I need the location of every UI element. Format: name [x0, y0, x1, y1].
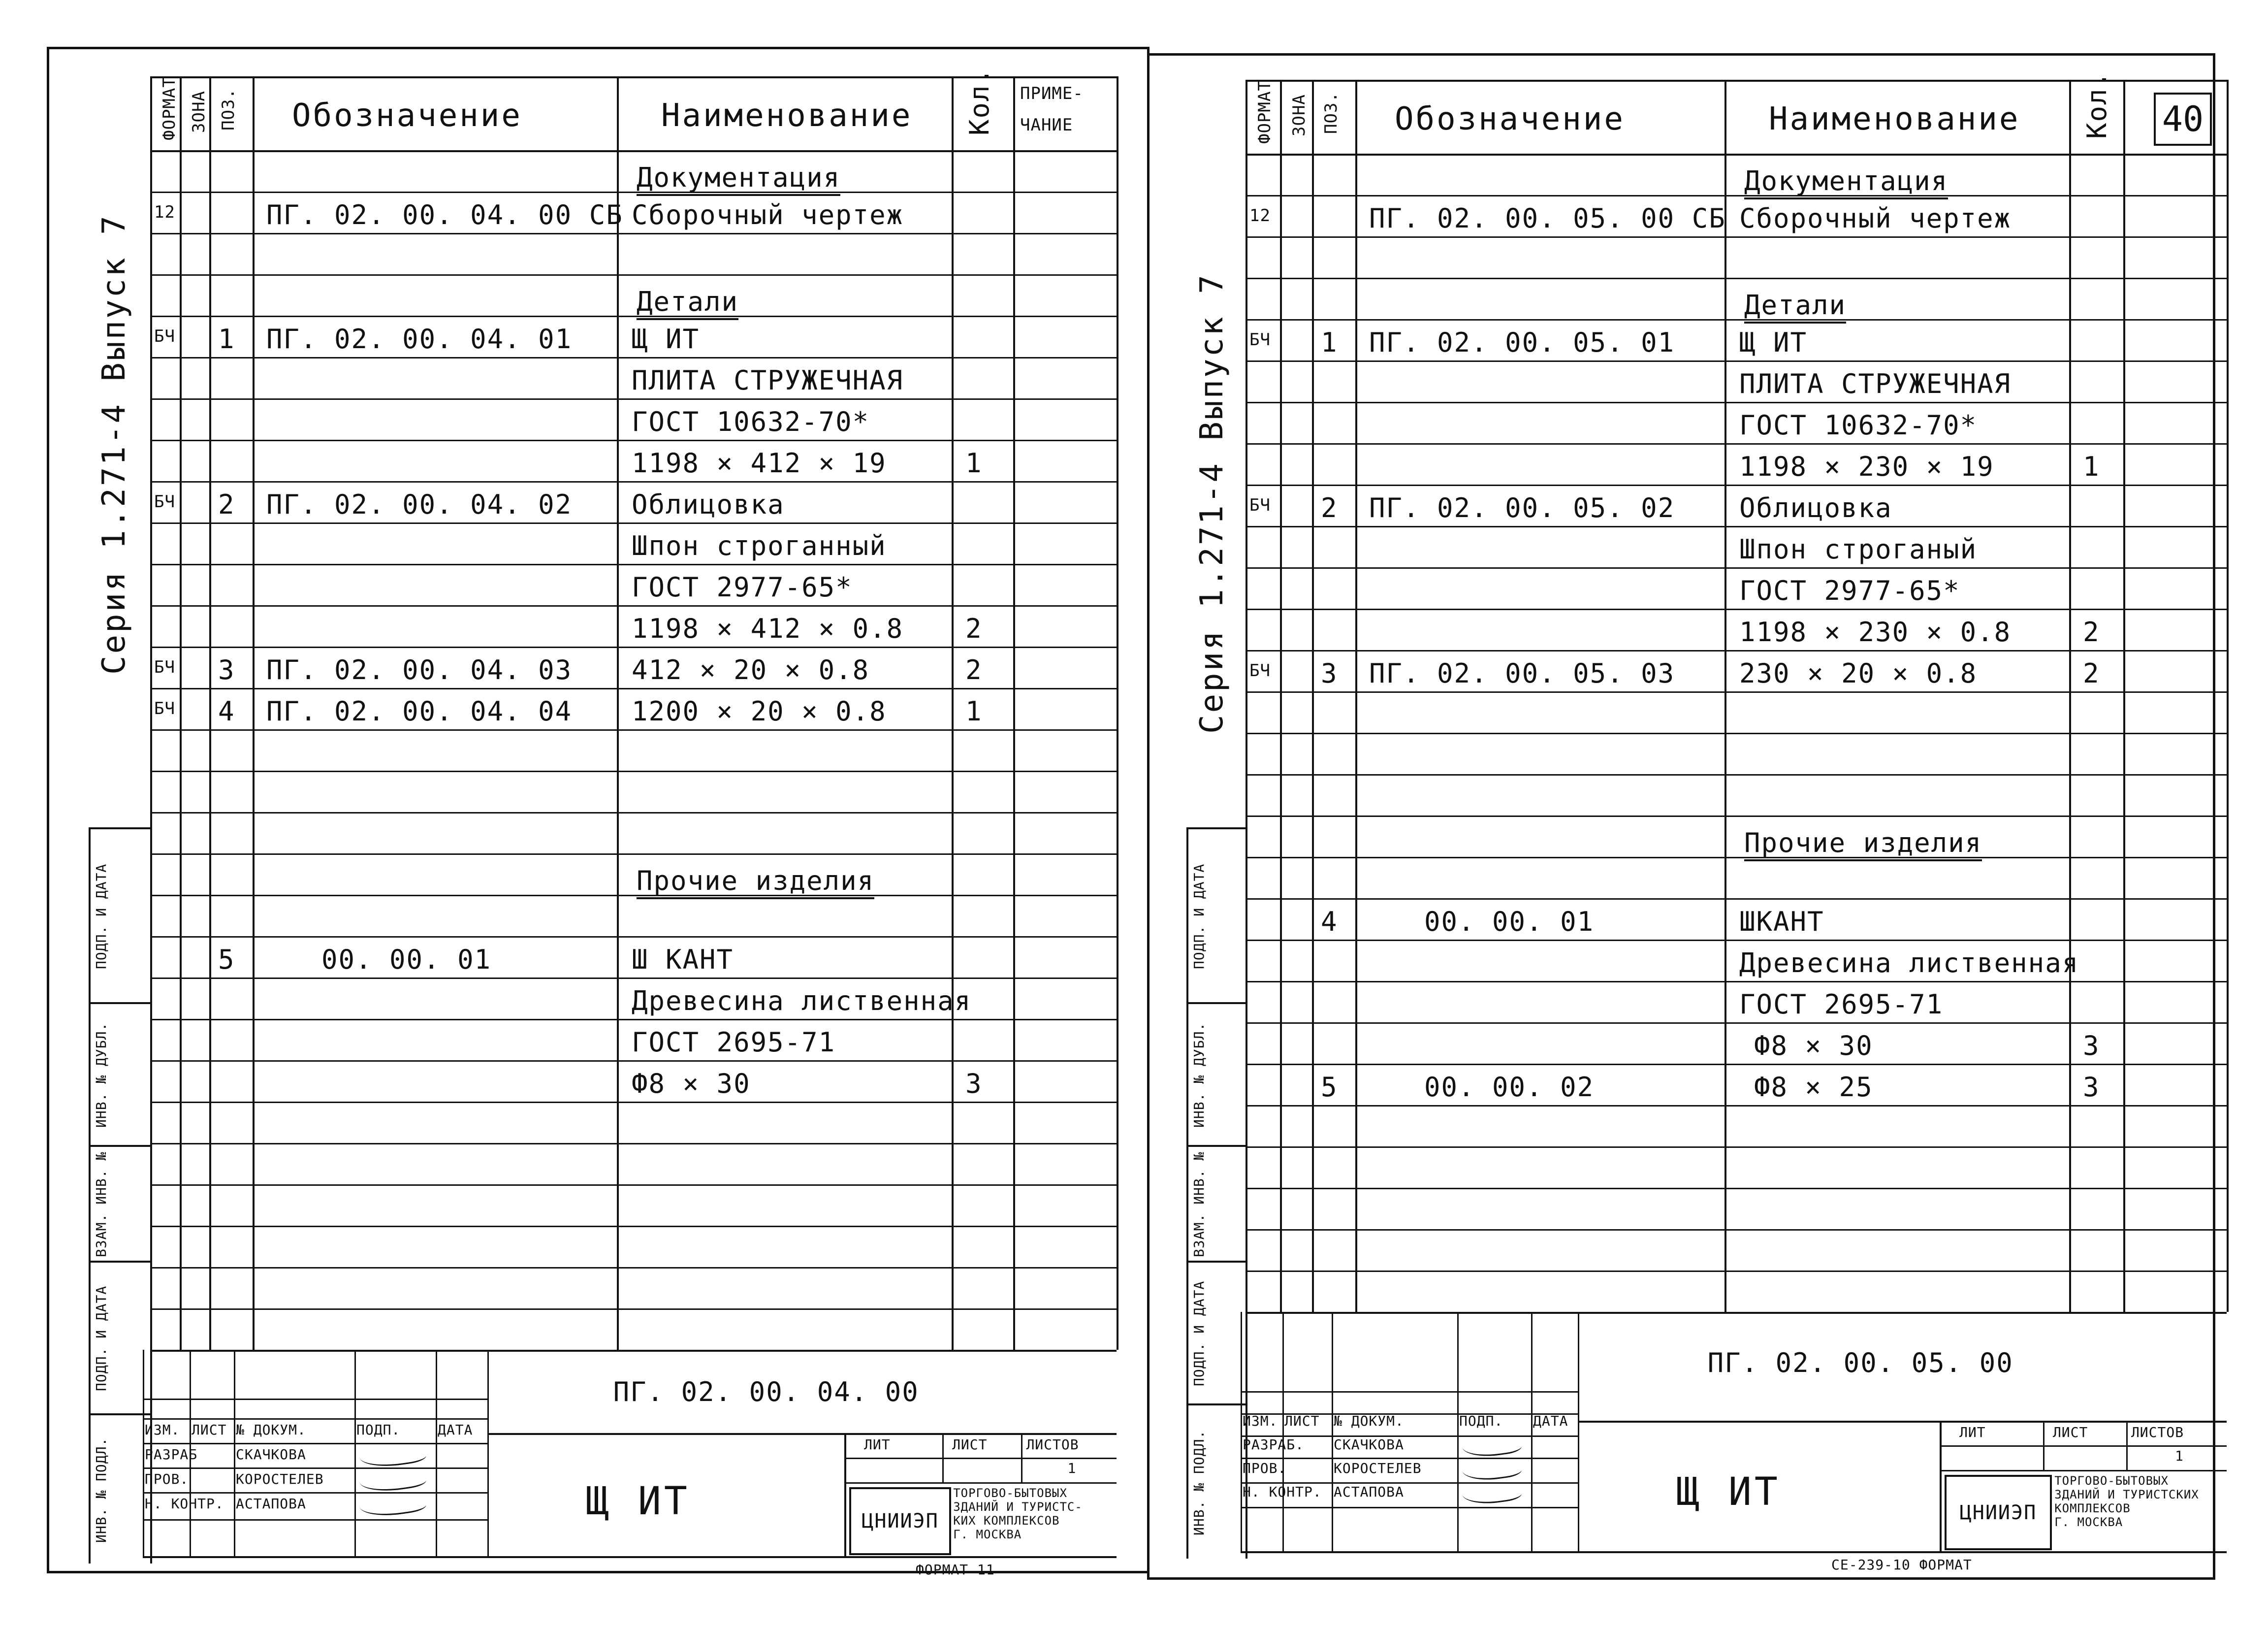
- rule-line: [150, 357, 1117, 358]
- row-name: ШКАНТ: [1739, 906, 1824, 937]
- row-designation: ПГ. 02. 00. 04. 03: [266, 654, 573, 685]
- stamp-role: РАЗРАБ: [145, 1446, 198, 1463]
- rule-line: [89, 1145, 150, 1147]
- row-designation: 00. 00. 01: [1424, 906, 1595, 937]
- rule-line: [150, 1019, 1117, 1020]
- rule-line: [1246, 402, 2227, 403]
- stamp-role: ПРОВ.: [145, 1471, 189, 1487]
- row-designation: ПГ. 02. 00. 04. 04: [266, 696, 573, 727]
- rule-line: [1186, 1145, 1246, 1147]
- header-qty: Кол.: [2081, 70, 2112, 139]
- rule-line: [1186, 1403, 1246, 1405]
- header-name: Наименование: [1769, 101, 2020, 137]
- rule-line: [143, 1556, 1117, 1558]
- rule-line: [844, 1433, 846, 1556]
- row-designation: ПГ. 02. 00. 04. 02: [266, 489, 573, 520]
- row-quantity: 3: [965, 1068, 983, 1099]
- rule-line: [1246, 360, 2227, 362]
- row-name: Ф8 × 25: [1754, 1072, 1873, 1103]
- stamp-sheet: ЛИСТ: [952, 1436, 988, 1453]
- rule-line: [1241, 1507, 1578, 1508]
- row-name: Шпон строганный: [632, 530, 887, 561]
- org-logo: [1945, 1475, 2052, 1550]
- row-position: 5: [218, 944, 235, 975]
- section-documentation: Документация: [637, 164, 840, 196]
- stamp-col-header: ПОДП.: [356, 1422, 401, 1438]
- stamp-role: РАЗРАБ.: [1243, 1436, 1305, 1453]
- header-qty: Кол.: [964, 67, 995, 135]
- row-name: 1198 × 230 × 19: [1739, 451, 1994, 482]
- header-note-1: ПРИМЕ-: [1020, 84, 1084, 103]
- row-position: 1: [1321, 327, 1338, 358]
- row-name: Ш КАНТ: [632, 944, 734, 975]
- rule-line: [150, 440, 1117, 441]
- rule-line: [1241, 1458, 1578, 1459]
- rule-line: [1246, 1229, 2227, 1231]
- row-name: Древесина лиственная: [1739, 947, 2079, 978]
- stamp-lit: ЛИТ: [1959, 1424, 1986, 1440]
- page-number: 40: [2154, 93, 2212, 146]
- section-other-items: Прочие изделия: [637, 868, 874, 899]
- header-format: ФОРМАТ: [160, 77, 179, 140]
- rule-line: [253, 76, 255, 1350]
- rule-line: [844, 1458, 1117, 1459]
- stamp-role: ПРОВ.: [1243, 1460, 1287, 1476]
- row-name: ГОСТ 2695-71: [1739, 989, 1944, 1020]
- section-other-items: Прочие изделия: [1744, 830, 1982, 861]
- rule-line: [150, 936, 1117, 938]
- rule-line: [2227, 80, 2229, 1312]
- stamp-col-header: ДАТА: [1533, 1413, 1568, 1429]
- header-designation: Обозначение: [292, 98, 522, 134]
- row-position: 4: [218, 696, 235, 727]
- row-name: ГОСТ 2977-65*: [1739, 575, 1960, 606]
- row-quantity: 2: [2083, 617, 2100, 648]
- side-field: ИНВ. № ДУБЛ.: [93, 1022, 109, 1128]
- row-name: 1198 × 230 × 0.8: [1739, 617, 2012, 648]
- rule-line: [1578, 1312, 1579, 1551]
- stamp-person: СКАЧКОВА: [236, 1446, 306, 1463]
- rule-line: [150, 977, 1117, 979]
- header-note-2: ЧАНИЕ: [1020, 115, 1073, 135]
- org-text: Г. МОСКВА: [2054, 1515, 2123, 1529]
- rule-line: [1531, 1312, 1533, 1551]
- header-designation: Обозначение: [1395, 101, 1625, 137]
- row-designation: 00. 00. 02: [1424, 1072, 1595, 1103]
- rule-line: [1246, 236, 2227, 238]
- row-position: 5: [1321, 1072, 1338, 1103]
- rule-line: [1246, 774, 2227, 776]
- row-name: Щ ИТ: [1739, 327, 1808, 358]
- row-designation: ПГ. 02. 00. 04. 01: [266, 324, 573, 355]
- row-name: ГОСТ 2695-71: [632, 1027, 836, 1058]
- rule-line: [150, 274, 1117, 276]
- rule-line: [180, 76, 182, 1350]
- header-zone: ЗОНА: [189, 91, 209, 133]
- rule-line: [1246, 609, 2227, 610]
- rule-line: [150, 522, 1117, 524]
- rule-line: [1578, 1421, 2227, 1423]
- row-format: БЧ: [154, 326, 175, 346]
- org-text: КОМПЛЕКСОВ: [2054, 1501, 2131, 1515]
- row-name: ГОСТ 10632-70*: [1739, 410, 1978, 441]
- row-position: 1: [218, 324, 235, 355]
- row-quantity: 2: [2083, 658, 2100, 689]
- row-format: БЧ: [154, 657, 175, 677]
- rule-line: [1246, 650, 2227, 652]
- row-quantity: 3: [2083, 1072, 2100, 1103]
- rule-line: [1246, 1105, 2227, 1107]
- row-format: БЧ: [154, 492, 175, 512]
- stamp-code: ПГ. 02. 00. 04. 00: [613, 1376, 919, 1408]
- rule-line: [1457, 1312, 1459, 1551]
- row-name: Шпон строганый: [1739, 534, 1978, 565]
- rule-line: [150, 895, 1117, 896]
- side-field: ПОДП. И ДАТА: [1191, 863, 1207, 969]
- rule-line: [1246, 1146, 2227, 1148]
- section-parts: Детали: [637, 289, 738, 320]
- header-pos: ПОЗ.: [219, 88, 238, 130]
- side-field: ИНВ. № ДУБЛ.: [1191, 1022, 1207, 1128]
- rule-line: [1940, 1421, 1942, 1551]
- side-field: ПОДП. И ДАТА: [1191, 1280, 1207, 1386]
- rule-line: [1241, 1391, 1578, 1393]
- row-designation: 00. 00. 01: [321, 944, 492, 975]
- section-parts: Детали: [1744, 292, 1846, 324]
- stamp-col-header: ЛИСТ: [192, 1422, 227, 1438]
- format-label: ФОРМАТ 11: [916, 1562, 995, 1578]
- series-label: Серия 1.271-4 Выпуск 7: [1194, 273, 1230, 734]
- rule-line: [150, 605, 1117, 607]
- rule-line: [487, 1350, 489, 1556]
- side-field: ВЗАМ. ИНВ. №: [93, 1151, 109, 1257]
- row-position: 2: [1321, 492, 1338, 523]
- section-documentation: Документация: [1744, 168, 1948, 199]
- rule-line: [1280, 80, 1282, 1312]
- rule-line: [844, 1482, 1117, 1484]
- header-pos: ПОЗ.: [1321, 92, 1341, 134]
- stamp-sheet: ЛИСТ: [2052, 1424, 2088, 1440]
- row-name: ГОСТ 10632-70*: [632, 406, 870, 437]
- stamp-person: АСТАПОВА: [236, 1496, 306, 1512]
- rule-line: [89, 1413, 150, 1415]
- row-name: ПЛИТА СТРУЖЕЧНАЯ: [632, 365, 904, 396]
- row-designation: ПГ. 02. 00. 05. 00 СБ: [1369, 203, 1726, 234]
- rule-line: [1246, 940, 2227, 941]
- rule-line: [1246, 981, 2227, 982]
- rule-line: [150, 771, 1117, 772]
- row-position: 2: [218, 489, 235, 520]
- rule-line: [1246, 1271, 2227, 1272]
- rule-line: [1246, 278, 2227, 279]
- side-field: ВЗАМ. ИНВ. №: [1191, 1151, 1207, 1257]
- rule-line: [150, 150, 1117, 152]
- row-quantity: 1: [965, 696, 983, 727]
- stamp-person: СКАЧКОВА: [1334, 1436, 1404, 1453]
- rule-line: [150, 233, 1117, 234]
- row-name: 1200 × 20 × 0.8: [632, 696, 887, 727]
- rule-line: [143, 1350, 144, 1556]
- rule-line: [617, 76, 619, 1350]
- rule-line: [150, 729, 1117, 731]
- row-format: БЧ: [1249, 330, 1271, 350]
- row-name: Щ ИТ: [632, 324, 700, 355]
- rule-line: [150, 481, 1117, 483]
- rule-line: [150, 1267, 1117, 1269]
- rule-line: [1246, 1188, 2227, 1189]
- row-quantity: 2: [965, 613, 983, 644]
- row-name: 1198 × 412 × 19: [632, 448, 887, 479]
- rule-line: [150, 688, 1117, 689]
- row-format: БЧ: [1249, 495, 1271, 515]
- rule-line: [150, 316, 1117, 317]
- stamp-lit: ЛИТ: [864, 1436, 891, 1453]
- rule-line: [1013, 76, 1015, 1350]
- rule-line: [1241, 1312, 1242, 1551]
- header-name: Наименование: [661, 98, 913, 134]
- rule-line: [952, 76, 954, 1350]
- row-position: 4: [1321, 906, 1338, 937]
- row-designation: ПГ. 02. 00. 05. 03: [1369, 658, 1675, 689]
- org-text: Г. МОСКВА: [953, 1528, 1022, 1541]
- rule-line: [1246, 1022, 2227, 1024]
- stamp-col-header: ИЗМ.: [145, 1422, 180, 1438]
- rule-line: [1246, 526, 2227, 527]
- stamp-sheets: ЛИСТОВ: [1026, 1436, 1079, 1453]
- row-format: БЧ: [1249, 661, 1271, 681]
- org-logo: [849, 1487, 951, 1555]
- rule-line: [234, 1350, 235, 1556]
- rule-line: [2043, 1421, 2044, 1470]
- rule-line: [1186, 827, 1246, 829]
- rule-line: [1186, 1261, 1246, 1263]
- row-quantity: 1: [2083, 451, 2100, 482]
- rule-line: [1725, 80, 1726, 1312]
- side-field: ИНВ. № ПОДЛ.: [93, 1437, 109, 1543]
- side-field: ПОДП. И ДАТА: [93, 863, 109, 969]
- rule-line: [354, 1350, 356, 1556]
- org-text: ЗДАНИЙ И ТУРИСТС-: [953, 1500, 1083, 1514]
- row-designation: ПГ. 02. 00. 05. 02: [1369, 492, 1675, 523]
- rule-line: [209, 76, 211, 1350]
- row-name: Облицовка: [632, 489, 785, 520]
- rule-line: [2126, 1421, 2128, 1470]
- rule-line: [150, 647, 1117, 648]
- row-name: ПЛИТА СТРУЖЕЧНАЯ: [1739, 368, 2012, 399]
- rule-line: [1246, 80, 2227, 82]
- row-name: Древесина лиственная: [632, 985, 972, 1016]
- stamp-title: Щ ИТ: [1676, 1470, 1781, 1514]
- header-zone: ЗОНА: [1289, 94, 1309, 136]
- rule-line: [89, 827, 91, 1564]
- row-name: 412 × 20 × 0.8: [632, 654, 870, 685]
- org-text: ЗДАНИЙ И ТУРИСТСКИХ: [2054, 1488, 2199, 1501]
- rule-line: [1246, 691, 2227, 693]
- stamp-col-header: ПОДП.: [1459, 1413, 1503, 1429]
- row-format: 12: [154, 202, 175, 222]
- row-quantity: 3: [2083, 1030, 2100, 1061]
- rule-line: [150, 1226, 1117, 1227]
- stamp-sheets-value: 1: [1067, 1460, 1077, 1476]
- rule-line: [1332, 1312, 1333, 1551]
- org-text: ТОРГОВО-БЫТОВЫХ: [953, 1486, 1067, 1500]
- side-field: ИНВ. № ПОДЛ.: [1191, 1430, 1207, 1535]
- stamp-title: Щ ИТ: [586, 1479, 690, 1524]
- side-field: ПОДП. И ДАТА: [93, 1285, 109, 1391]
- row-name: 230 × 20 × 0.8: [1739, 658, 1978, 689]
- rule-line: [1246, 857, 2227, 858]
- org-text: ТОРГОВО-БЫТОВЫХ: [2054, 1474, 2169, 1488]
- stamp-col-header: № ДОКУМ.: [236, 1422, 306, 1438]
- stamp-col-header: ЛИСТ: [1284, 1413, 1320, 1429]
- rule-line: [1940, 1445, 2227, 1447]
- rule-line: [1246, 154, 2227, 156]
- row-name: Облицовка: [1739, 492, 1892, 523]
- rule-line: [150, 1143, 1117, 1144]
- org-logo-text: ЦНИИЭП: [1959, 1501, 2037, 1524]
- rule-line: [1241, 1551, 2227, 1553]
- rule-line: [2123, 80, 2125, 1312]
- row-name: ГОСТ 2977-65*: [632, 572, 853, 603]
- rule-line: [1246, 1064, 2227, 1065]
- rule-line: [1312, 80, 1314, 1312]
- rule-line: [1246, 815, 2227, 817]
- rule-line: [89, 1261, 150, 1263]
- rule-line: [1246, 567, 2227, 569]
- stamp-person: КОРОСТЕЛЕВ: [1334, 1460, 1422, 1476]
- row-name: 1198 × 412 × 0.8: [632, 613, 904, 644]
- row-name: Сборочный чертеж: [1739, 203, 2012, 234]
- rule-line: [150, 853, 1117, 855]
- rule-line: [150, 1184, 1117, 1186]
- row-position: 3: [1321, 658, 1338, 689]
- stamp-sheets: ЛИСТОВ: [2131, 1424, 2184, 1440]
- rule-line: [1246, 1312, 2227, 1314]
- rule-line: [150, 192, 1117, 193]
- stamp-code: ПГ. 02. 00. 05. 00: [1707, 1347, 2013, 1379]
- rule-line: [436, 1350, 437, 1556]
- rule-line: [150, 1060, 1117, 1062]
- rule-line: [1246, 319, 2227, 321]
- rule-line: [2069, 80, 2071, 1312]
- rule-line: [1246, 898, 2227, 900]
- row-format: 12: [1249, 206, 1271, 226]
- rule-line: [1186, 1002, 1246, 1004]
- rule-line: [942, 1433, 944, 1482]
- stamp-sheets-value: 1: [2175, 1448, 2184, 1464]
- row-name: Сборочный чертеж: [632, 199, 904, 230]
- rule-line: [1355, 80, 1357, 1312]
- left-sheet: [47, 47, 1150, 1573]
- rule-line: [89, 1002, 150, 1004]
- series-label: Серия 1.271-4 Выпуск 7: [96, 214, 132, 675]
- stamp-col-header: № ДОКУМ.: [1334, 1413, 1404, 1429]
- rule-line: [1246, 195, 2227, 196]
- rule-line: [150, 1350, 1117, 1352]
- row-format: БЧ: [154, 699, 175, 718]
- rule-line: [1117, 76, 1118, 1350]
- row-quantity: 2: [965, 654, 983, 685]
- rule-line: [150, 812, 1117, 814]
- stamp-person: АСТАПОВА: [1334, 1484, 1404, 1500]
- rule-line: [1021, 1433, 1022, 1482]
- header-format: ФОРМАТ: [1255, 80, 1275, 144]
- rule-line: [150, 1102, 1117, 1103]
- stamp-role: Н. КОНТР.: [145, 1496, 224, 1512]
- format-label: СЕ-239-10 ФОРМАТ: [1831, 1557, 1972, 1573]
- stamp-role: Н. КОНТР.: [1243, 1484, 1322, 1500]
- row-position: 3: [218, 654, 235, 685]
- rule-line: [1282, 1312, 1284, 1551]
- stamp-col-header: ДАТА: [438, 1422, 473, 1438]
- rule-line: [1246, 443, 2227, 445]
- rule-line: [89, 827, 150, 829]
- rule-line: [150, 398, 1117, 400]
- rule-line: [150, 1308, 1117, 1310]
- rule-line: [1940, 1470, 2227, 1471]
- org-text: КИХ КОМПЛЕКСОВ: [953, 1514, 1060, 1528]
- stamp-person: КОРОСТЕЛЕВ: [236, 1471, 324, 1487]
- rule-line: [1246, 485, 2227, 486]
- rule-line: [150, 564, 1117, 565]
- rule-line: [1246, 733, 2227, 734]
- stamp-col-header: ИЗМ.: [1243, 1413, 1278, 1429]
- row-designation: ПГ. 02. 00. 05. 01: [1369, 327, 1675, 358]
- row-name: Ф8 × 30: [632, 1068, 751, 1099]
- row-quantity: 1: [965, 448, 983, 479]
- org-logo-text: ЦНИИЭП: [862, 1510, 939, 1532]
- row-designation: ПГ. 02. 00. 04. 00 СБ: [266, 199, 623, 230]
- rule-line: [1186, 827, 1188, 1559]
- row-name: Ф8 × 30: [1754, 1030, 1873, 1061]
